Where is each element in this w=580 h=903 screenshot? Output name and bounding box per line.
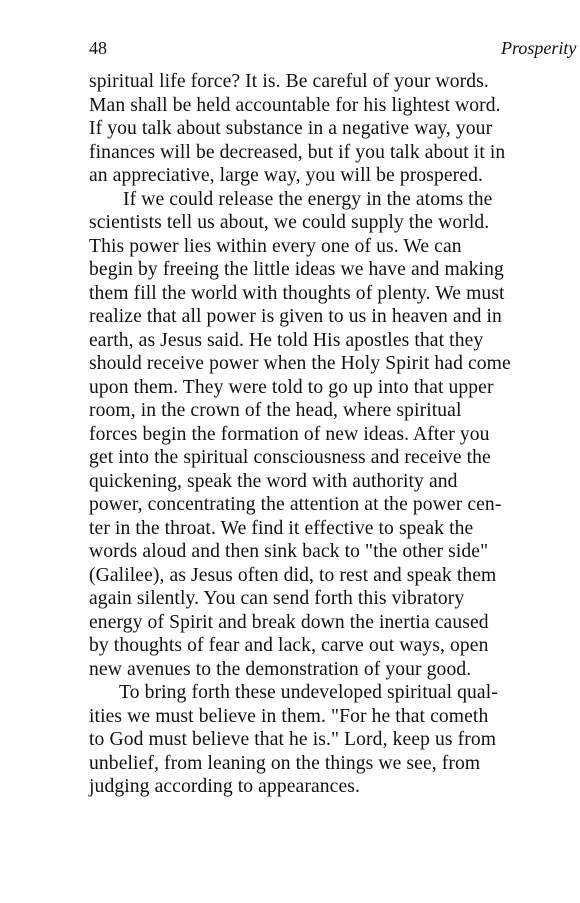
page-number: 48	[89, 38, 107, 58]
text-line: words aloud and then sink back to "the other side"	[89, 541, 489, 562]
text-line: This power lies within every one of us. We can	[89, 235, 462, 257]
text-line: Man shall be held accountable for his lightest word.	[89, 94, 501, 116]
text-line: finances will be decreased, but if you talk about it in	[89, 141, 506, 163]
text-line: new avenues to the demonstration of your good.	[89, 658, 472, 680]
text-line: again silently. You can send forth this vibratory	[89, 588, 465, 609]
text-line: unbelief, from leaning on the things we see, from	[89, 752, 481, 774]
text-line: energy of Spirit and break down the inertia caused	[89, 611, 489, 633]
text-line: power, concentrating the attention at the power cen-	[89, 494, 502, 515]
text-line: judging according to appearances.	[89, 776, 360, 797]
text-line: If we could release the energy in the atoms the	[123, 188, 493, 210]
text-line: spiritual life force? It is. Be careful of your words.	[89, 71, 489, 92]
body-text	[89, 70, 580, 799]
text-line: ter in the throat. We find it effective to speak the	[89, 517, 474, 539]
text-line: If you talk about substance in a negative way, your	[89, 118, 493, 139]
text-line: To bring forth these undeveloped spiritual qual-	[119, 682, 498, 703]
text-line: realize that all power is given to us in heaven and in	[89, 306, 502, 327]
text-line: upon them. They were told to go up into that upper	[89, 376, 494, 398]
text-line: forces begin the formation of new ideas. After you	[89, 423, 490, 445]
text-line: earth, as Jesus said. He told His apostles that they	[89, 329, 484, 351]
text-line: an appreciative, large way, you will be prospered.	[89, 165, 484, 186]
text-line: by thoughts of fear and lack, carve out ways, open	[89, 635, 489, 656]
page-header	[89, 38, 580, 60]
text-line: quickening, speak the word with authority and	[89, 470, 458, 492]
text-line: them fill the world with thoughts of plenty. We must	[89, 282, 505, 304]
running-head: Prosperity	[501, 38, 577, 58]
text-line: get into the spiritual consciousness and receive the	[89, 447, 491, 468]
text-line: scientists tell us about, we could supply the world.	[89, 212, 490, 233]
text-line: room, in the crown of the head, where spiritual	[89, 400, 462, 421]
text-line: begin by freeing the little ideas we have and making	[89, 259, 504, 280]
text-line: (Galilee), as Jesus often did, to rest and speak them	[89, 564, 497, 586]
text-line: should receive power when the Holy Spirit had come	[89, 353, 511, 374]
text-line: ities we must believe in them. "For he that cometh	[89, 705, 489, 727]
text-line: to God must believe that he is." Lord, keep us from	[89, 729, 497, 750]
